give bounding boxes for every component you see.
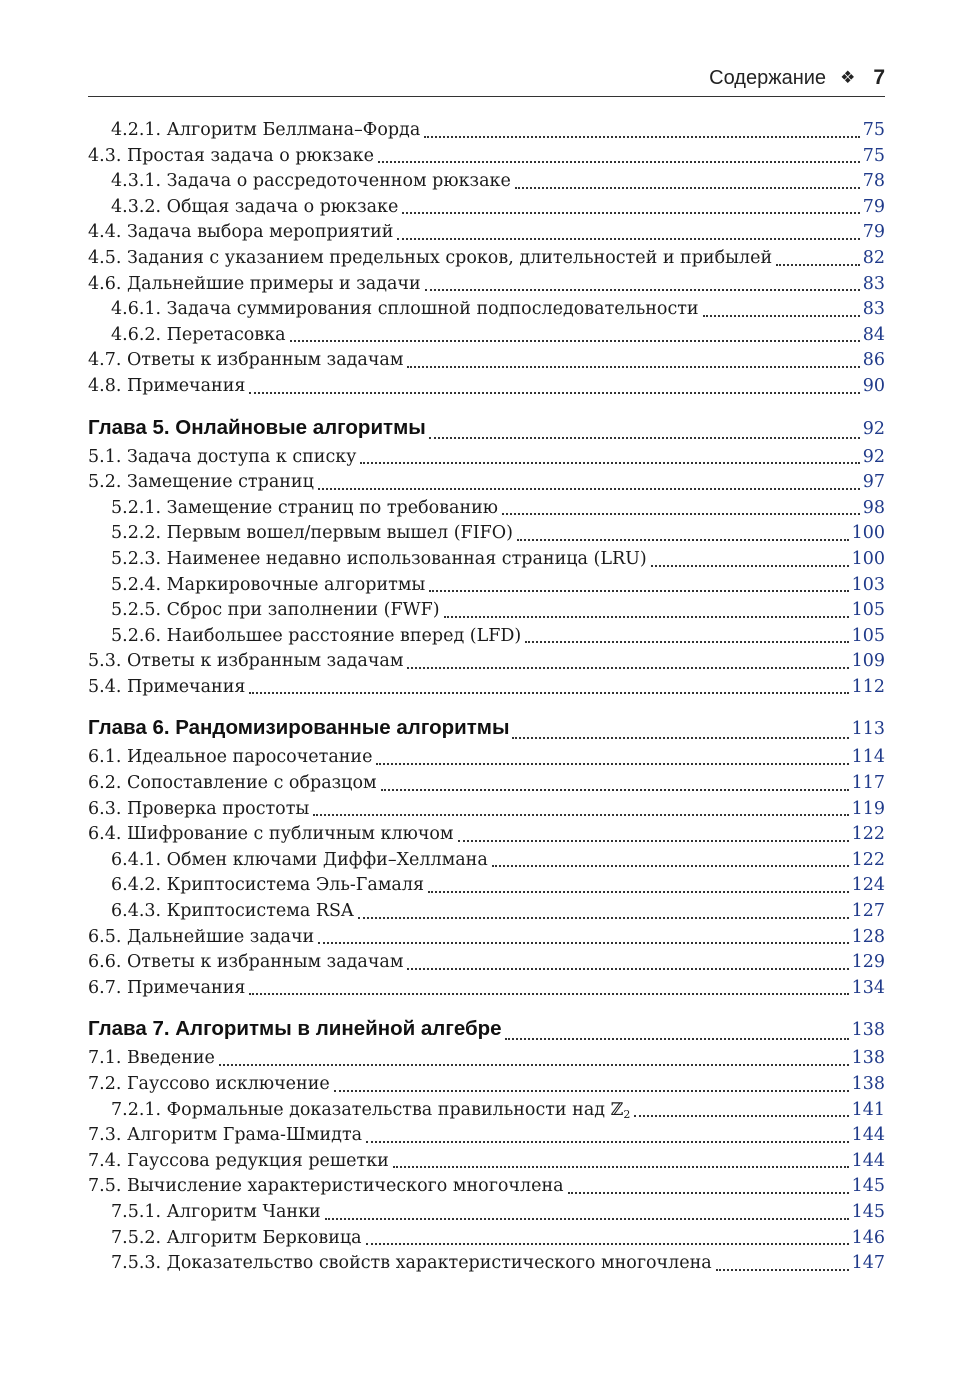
dot-leader <box>444 615 849 618</box>
toc-entry-title: 7.5.3. Доказательство свойств характеристического многочлена <box>111 1253 712 1274</box>
dot-leader <box>512 736 848 739</box>
dot-leader <box>407 666 848 669</box>
dot-leader <box>502 512 860 515</box>
toc-page-link[interactable]: 105 <box>851 625 885 646</box>
toc-page-link[interactable]: 92 <box>862 446 885 467</box>
toc-page-link[interactable]: 79 <box>862 196 885 217</box>
toc-page-link[interactable]: 82 <box>862 247 885 268</box>
toc-entry-title: 4.7. Ответы к избранным задачам <box>88 350 404 371</box>
toc-page-link[interactable]: 78 <box>862 171 885 192</box>
header-title: Содержание <box>709 66 827 89</box>
toc-entry-title: 7.5. Вычисление характеристического многочлена <box>88 1176 564 1197</box>
toc-entry[interactable] <box>88 1100 885 1126</box>
toc-entry-title: 4.4. Задача выбора мероприятий <box>88 222 394 243</box>
toc-entry-title: 4.6.2. Перетасовка <box>111 324 286 345</box>
table-of-contents <box>88 120 885 1279</box>
toc-entry[interactable] <box>88 472 885 498</box>
toc-entry[interactable] <box>88 850 885 876</box>
toc-entry[interactable] <box>88 651 885 677</box>
dot-leader <box>393 1165 849 1168</box>
dot-leader <box>525 640 848 643</box>
toc-page-link[interactable]: 141 <box>851 1099 885 1120</box>
toc-page-link[interactable]: 145 <box>851 1201 885 1222</box>
toc-entry[interactable] <box>88 747 885 773</box>
toc-page-link[interactable]: 119 <box>851 798 885 819</box>
dot-leader <box>505 1037 849 1040</box>
subscript: 2 <box>623 1107 631 1121</box>
toc-page-link[interactable]: 103 <box>851 574 885 595</box>
toc-entry-title: 5.2. Замещение страниц <box>88 472 314 493</box>
dot-leader <box>402 211 859 214</box>
toc-page-link[interactable]: 128 <box>851 926 885 947</box>
toc-entry-title: 4.6.1. Задача суммирования сплошной подпоследовательности <box>111 299 699 320</box>
toc-entry[interactable] <box>88 523 885 549</box>
toc-entry-title: 6.6. Ответы к избранным задачам <box>88 952 404 973</box>
toc-entry[interactable] <box>88 1074 885 1100</box>
toc-entry[interactable] <box>88 146 885 172</box>
toc-entry-title: 7.4. Гауссова редукция решетки <box>88 1150 389 1171</box>
toc-entry[interactable] <box>88 376 885 402</box>
toc-entry-title: 6.4.1. Обмен ключами Диффи–Хеллмана <box>111 849 488 870</box>
toc-entry[interactable] <box>88 549 885 575</box>
toc-entry-title: 7.5.1. Алгоритм Чанки <box>111 1201 321 1222</box>
dot-leader <box>776 263 860 266</box>
toc-entry-title: 5.2.4. Маркировочные алгоритмы <box>111 574 426 595</box>
toc-entry[interactable] <box>88 1176 885 1202</box>
dot-leader <box>334 1089 849 1092</box>
toc-entry-title: 4.3. Простая задача о рюкзаке <box>88 145 374 166</box>
toc-entry[interactable] <box>88 1125 885 1151</box>
toc-chapter[interactable] <box>88 1017 885 1048</box>
toc-entry-title: 5.2.1. Замещение страниц по требованию <box>111 497 499 518</box>
toc-page-link[interactable]: 83 <box>862 273 885 294</box>
toc-page-link[interactable]: 134 <box>851 977 885 998</box>
toc-page-link[interactable]: 75 <box>862 120 885 140</box>
toc-entry[interactable] <box>88 952 885 978</box>
toc-page-link[interactable]: 79 <box>862 222 885 243</box>
toc-entry[interactable] <box>88 824 885 850</box>
toc-entry-title: Глава 7. Алгоритмы в линейной алгебре <box>88 1017 502 1041</box>
dot-leader <box>425 288 860 291</box>
toc-entry-title: 5.3. Ответы к избранным задачам <box>88 651 404 672</box>
toc-entry[interactable] <box>88 901 885 927</box>
dot-leader <box>424 135 859 138</box>
toc-entry-title: 6.4.2. Криптосистема Эль-Гамаля <box>111 875 425 896</box>
toc-page-link[interactable]: 138 <box>851 1020 885 1041</box>
dot-leader <box>397 237 859 240</box>
dot-leader <box>429 589 848 592</box>
toc-entry-title: 7.2.1. Формальные доказательства правильности над ℤ2 <box>111 1099 631 1121</box>
dot-leader <box>458 839 849 842</box>
toc-page-link[interactable]: 84 <box>862 324 885 345</box>
toc-page-link[interactable]: 112 <box>851 676 885 697</box>
toc-chapter[interactable] <box>88 416 885 447</box>
toc-page-link[interactable]: 117 <box>851 773 885 794</box>
toc-page-link[interactable]: 97 <box>862 472 885 493</box>
toc-entry[interactable] <box>88 498 885 524</box>
toc-entry-title: Глава 5. Онлайновые алгоритмы <box>88 415 426 439</box>
toc-entry-title: 6.5. Дальнейшие задачи <box>88 926 315 947</box>
toc-entry[interactable] <box>88 677 885 703</box>
toc-page-link[interactable]: 147 <box>851 1253 885 1274</box>
toc-page-link[interactable]: 138 <box>851 1074 885 1094</box>
dot-leader <box>407 967 848 970</box>
toc-entry[interactable] <box>88 600 885 626</box>
dot-leader <box>318 941 848 944</box>
toc-entry-title: 7.3. Алгоритм Грама-Шмидта <box>88 1125 363 1146</box>
toc-entry[interactable] <box>88 626 885 652</box>
toc-entry[interactable] <box>88 1253 885 1279</box>
dot-leader <box>313 813 848 816</box>
dot-leader <box>358 916 849 919</box>
toc-entry[interactable] <box>88 1202 885 1228</box>
dot-leader <box>290 339 860 342</box>
dot-leader <box>325 1217 849 1220</box>
toc-entry-title: 7.5.2. Алгоритм Берковица <box>111 1227 362 1248</box>
toc-entry[interactable] <box>88 447 885 473</box>
dot-leader <box>366 1140 849 1143</box>
toc-entry-title: 5.1. Задача доступа к списку <box>88 446 357 467</box>
toc-entry-title: 5.2.3. Наименее недавно использованная страница (LRU) <box>111 548 647 569</box>
dot-leader <box>716 1268 849 1271</box>
page-number: 7 <box>873 66 885 89</box>
dot-leader <box>651 564 849 567</box>
dot-leader <box>318 487 860 490</box>
dot-leader <box>249 391 859 394</box>
dot-leader <box>381 788 849 791</box>
toc-page-link[interactable]: 75 <box>862 145 885 166</box>
toc-chapter[interactable] <box>88 716 885 747</box>
dot-leader <box>515 186 860 189</box>
toc-entry[interactable] <box>88 325 885 351</box>
dot-leader <box>428 890 849 893</box>
toc-entry-title: 5.2.6. Наибольшее расстояние вперед (LFD) <box>111 625 522 646</box>
toc-page-link[interactable]: 144 <box>851 1150 885 1171</box>
toc-entry-title: 7.2. Гауссово исключение <box>88 1074 330 1094</box>
toc-entry-title: 4.6. Дальнейшие примеры и задачи <box>88 273 421 294</box>
toc-entry[interactable] <box>88 274 885 300</box>
toc-page-link[interactable]: 92 <box>862 418 885 439</box>
toc-entry-title: 6.3. Проверка простоты <box>88 798 310 819</box>
running-header <box>88 64 885 97</box>
toc-entry-title: 5.4. Примечания <box>88 676 246 697</box>
toc-page-link[interactable]: 127 <box>851 901 885 922</box>
toc-entry[interactable] <box>88 875 885 901</box>
toc-entry-title: 4.3.1. Задача о рассредоточенном рюкзаке <box>111 171 511 192</box>
dot-leader <box>634 1114 848 1117</box>
toc-entry-title: 5.2.2. Первым вошел/первым вышел (FIFO) <box>111 523 513 544</box>
toc-entry[interactable] <box>88 299 885 325</box>
dot-leader <box>249 691 848 694</box>
toc-page-link[interactable]: 144 <box>851 1125 885 1146</box>
toc-entry-title: 6.4.3. Криптосистема RSA <box>111 901 354 922</box>
toc-entry[interactable] <box>88 350 885 376</box>
toc-entry[interactable] <box>88 248 885 274</box>
toc-page-link[interactable]: 113 <box>851 719 885 740</box>
toc-page-link[interactable]: 86 <box>862 350 885 371</box>
toc-page-link[interactable]: 138 <box>851 1048 885 1069</box>
dot-leader <box>492 864 849 867</box>
toc-page-link[interactable]: 122 <box>851 824 885 845</box>
toc-page-link[interactable]: 98 <box>862 497 885 518</box>
toc-page-link[interactable]: 114 <box>851 747 885 768</box>
toc-entry[interactable] <box>88 799 885 825</box>
toc-entry[interactable] <box>88 1151 885 1177</box>
toc-page-link[interactable]: 100 <box>851 523 885 544</box>
toc-entry-title: 6.1. Идеальное паросочетание <box>88 747 373 768</box>
toc-entry[interactable] <box>88 1228 885 1254</box>
toc-entry[interactable] <box>88 222 885 248</box>
dot-leader <box>249 992 848 995</box>
toc-entry[interactable] <box>88 1048 885 1074</box>
dot-leader <box>219 1063 849 1066</box>
toc-entry-title: 6.7. Примечания <box>88 977 246 998</box>
toc-entry[interactable] <box>88 978 885 1004</box>
toc-entry[interactable] <box>88 773 885 799</box>
toc-page-link[interactable]: 129 <box>851 952 885 973</box>
toc-entry-title: 6.2. Сопоставление с образцом <box>88 773 377 794</box>
ornament-icon: ❖ <box>840 68 856 87</box>
toc-page-link[interactable]: 83 <box>862 299 885 320</box>
toc-entry-title: Глава 6. Рандомизированные алгоритмы <box>88 716 510 740</box>
toc-entry-title: 4.3.2. Общая задача о рюкзаке <box>111 196 399 217</box>
dot-leader <box>568 1191 849 1194</box>
toc-page-link[interactable]: 100 <box>851 548 885 569</box>
toc-entry-title: 5.2.5. Сброс при заполнении (FWF) <box>111 600 440 621</box>
toc-entry-title: 4.5. Задания с указанием предельных сроков, длительностей и прибылей <box>88 247 773 268</box>
toc-page-link[interactable]: 124 <box>851 875 885 896</box>
dot-leader <box>378 160 860 163</box>
toc-entry-title: 4.8. Примечания <box>88 375 246 396</box>
dot-leader <box>366 1242 849 1245</box>
toc-entry-title: 7.1. Введение <box>88 1048 215 1069</box>
dot-leader <box>429 436 860 439</box>
dot-leader <box>376 762 848 765</box>
toc-page-link[interactable]: 90 <box>862 375 885 396</box>
toc-page-link[interactable]: 122 <box>851 849 885 870</box>
toc-entry-title: 4.2.1. Алгоритм Беллмана–Форда <box>111 120 421 140</box>
toc-page-link[interactable]: 109 <box>851 651 885 672</box>
toc-entry[interactable] <box>88 120 885 146</box>
toc-page-link[interactable]: 146 <box>851 1227 885 1248</box>
toc-entry[interactable] <box>88 171 885 197</box>
dot-leader <box>517 538 849 541</box>
toc-page-link[interactable]: 105 <box>851 600 885 621</box>
toc-entry-title: 6.4. Шифрование с публичным ключом <box>88 824 454 845</box>
dot-leader <box>407 365 859 368</box>
dot-leader <box>360 461 859 464</box>
toc-entry[interactable] <box>88 575 885 601</box>
toc-entry[interactable] <box>88 927 885 953</box>
toc-entry[interactable] <box>88 197 885 223</box>
dot-leader <box>703 314 860 317</box>
toc-page-link[interactable]: 145 <box>851 1176 885 1197</box>
